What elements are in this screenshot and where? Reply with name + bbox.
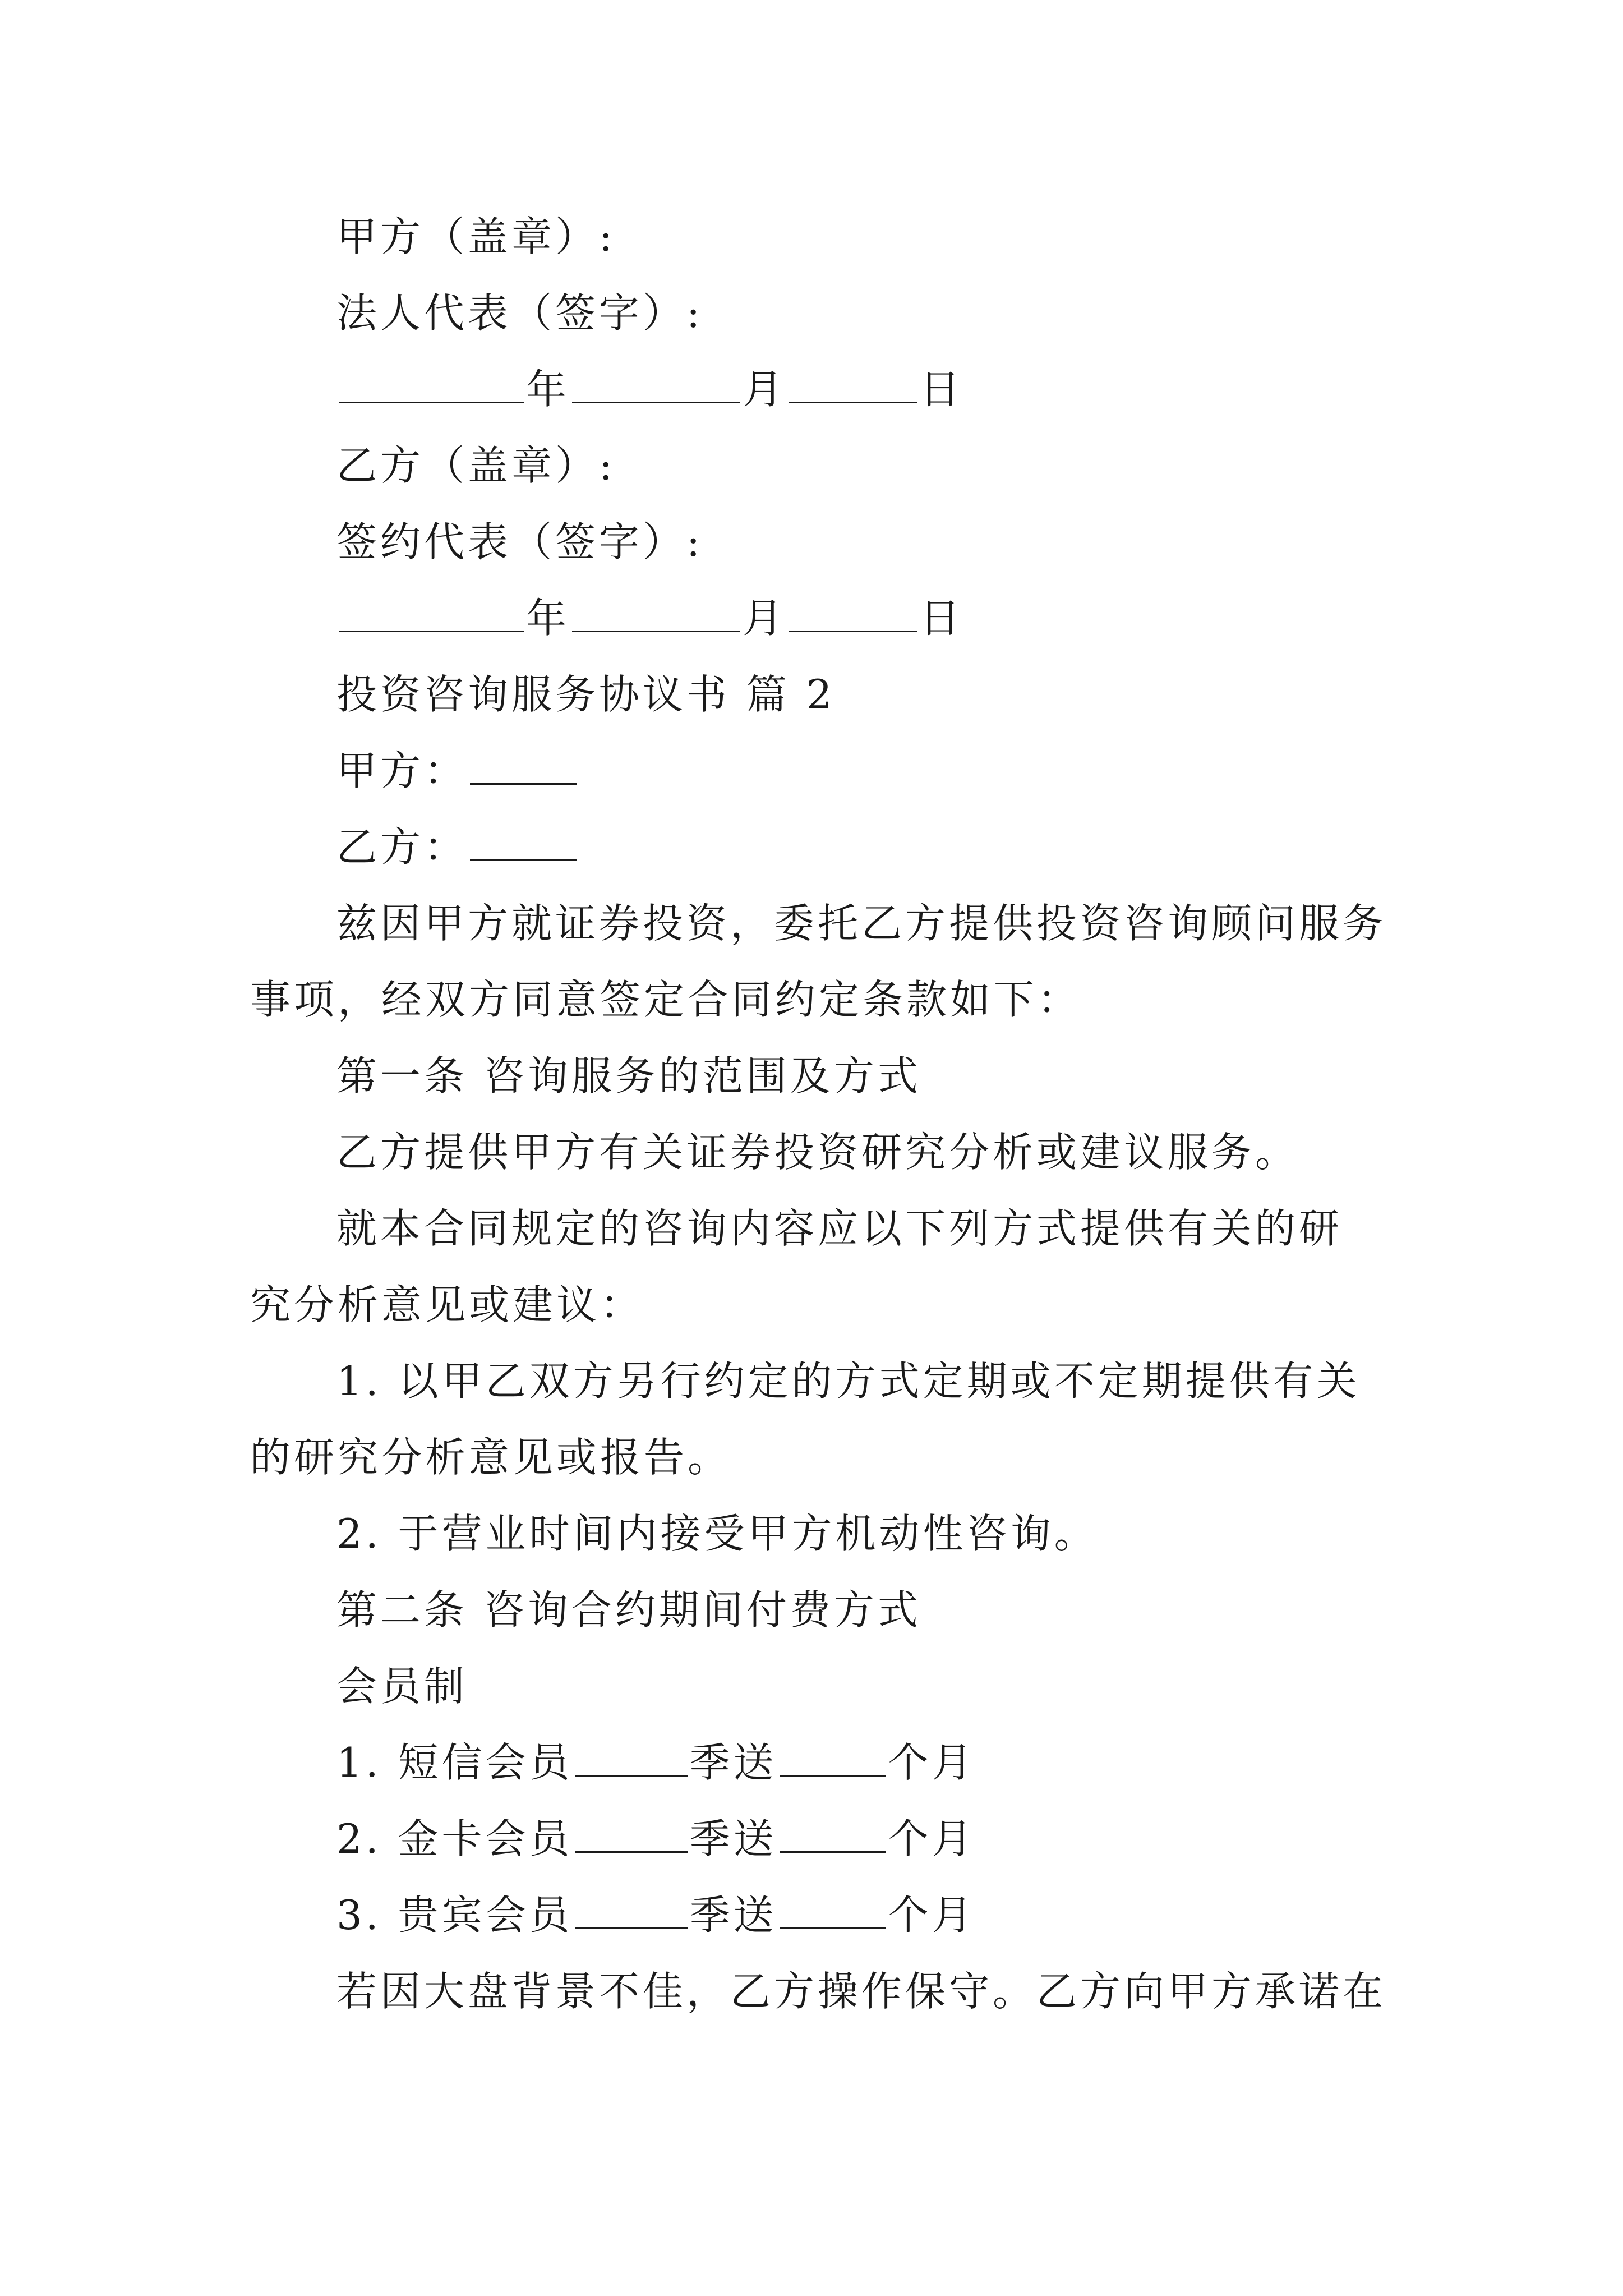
method-paragraph-line-1: 就本合同规定的咨询内容应以下列方式提供有关的研: [336, 1205, 1343, 1252]
date-line-b: [336, 591, 1481, 645]
party-b-line: [336, 820, 1481, 874]
month-blank: [572, 367, 740, 403]
item-2-line: 2. 于营业时间内接受甲方机动性咨询。: [336, 1510, 1098, 1557]
year-blank: [339, 367, 524, 403]
months-label: 个月: [888, 1815, 976, 1862]
member-type-label: 1. 短信会员: [336, 1739, 573, 1786]
year-blank: [339, 596, 524, 632]
months-blank: [780, 1893, 886, 1929]
scope-paragraph: 乙方提供甲方有关证券投资研究分析或建议服务。: [336, 1129, 1299, 1176]
season-blank: [575, 1817, 688, 1853]
season-label: 季送: [689, 1815, 777, 1862]
party-b-label: 乙方：: [336, 823, 468, 871]
member-row-2: [336, 1812, 1481, 1866]
day-blank: [789, 596, 917, 632]
months-label: 个月: [888, 1739, 976, 1786]
market-paragraph-line: 若因大盘背景不佳，乙方操作保守。乙方向甲方承诺在: [336, 1968, 1387, 2015]
month-label: 月: [743, 366, 787, 413]
month-label: 月: [743, 595, 787, 642]
sign-rep-sign-line: 签约代表（签字）:: [336, 518, 704, 565]
date-line-a: [336, 362, 1481, 416]
member-row-1: [336, 1736, 1481, 1789]
months-label: 个月: [888, 1892, 976, 1939]
intro-paragraph-line-1: 兹因甲方就证券投资，委托乙方提供投资咨询顾问服务: [336, 900, 1387, 947]
article-2-heading: 第二条 咨询合约期间付费方式: [336, 1586, 921, 1634]
party-a-seal-line: 甲方（盖章）:: [336, 213, 616, 260]
party-a-line: [336, 744, 1481, 798]
legal-rep-sign-line: 法人代表（签字）:: [336, 289, 704, 337]
item-1-line-1: 1. 以甲乙双方另行约定的方式定期或不定期提供有关: [336, 1358, 1361, 1405]
intro-paragraph-line-2: 事项，经双方同意签定合同约定条款如下：: [250, 976, 1082, 1023]
year-label: 年: [526, 366, 570, 413]
member-row-3: [336, 1888, 1481, 1942]
months-blank: [780, 1741, 886, 1777]
year-label: 年: [526, 595, 570, 642]
method-paragraph-line-2: 究分析意见或建议：: [250, 1281, 644, 1328]
member-type-label: 3. 贵宾会员: [336, 1892, 573, 1939]
day-blank: [789, 367, 917, 403]
month-blank: [572, 596, 740, 632]
member-type-label: 2. 金卡会员: [336, 1815, 573, 1862]
article-1-heading: 第一条 咨询服务的范围及方式: [336, 1052, 921, 1099]
season-label: 季送: [689, 1892, 777, 1939]
season-blank: [575, 1741, 688, 1777]
membership-heading: 会员制: [336, 1663, 468, 1710]
party-a-blank: [470, 749, 577, 785]
months-blank: [780, 1817, 886, 1853]
season-blank: [575, 1893, 688, 1929]
party-a-label: 甲方：: [336, 747, 468, 794]
party-b-seal-line: 乙方（盖章）:: [336, 442, 616, 489]
item-1-line-2: 的研究分析意见或报告。: [250, 1434, 732, 1481]
day-label: 日: [920, 366, 964, 413]
season-label: 季送: [689, 1739, 777, 1786]
party-b-blank: [470, 825, 577, 861]
agreement-title: 投资咨询服务协议书 篇 2: [336, 671, 836, 718]
day-label: 日: [920, 595, 964, 642]
